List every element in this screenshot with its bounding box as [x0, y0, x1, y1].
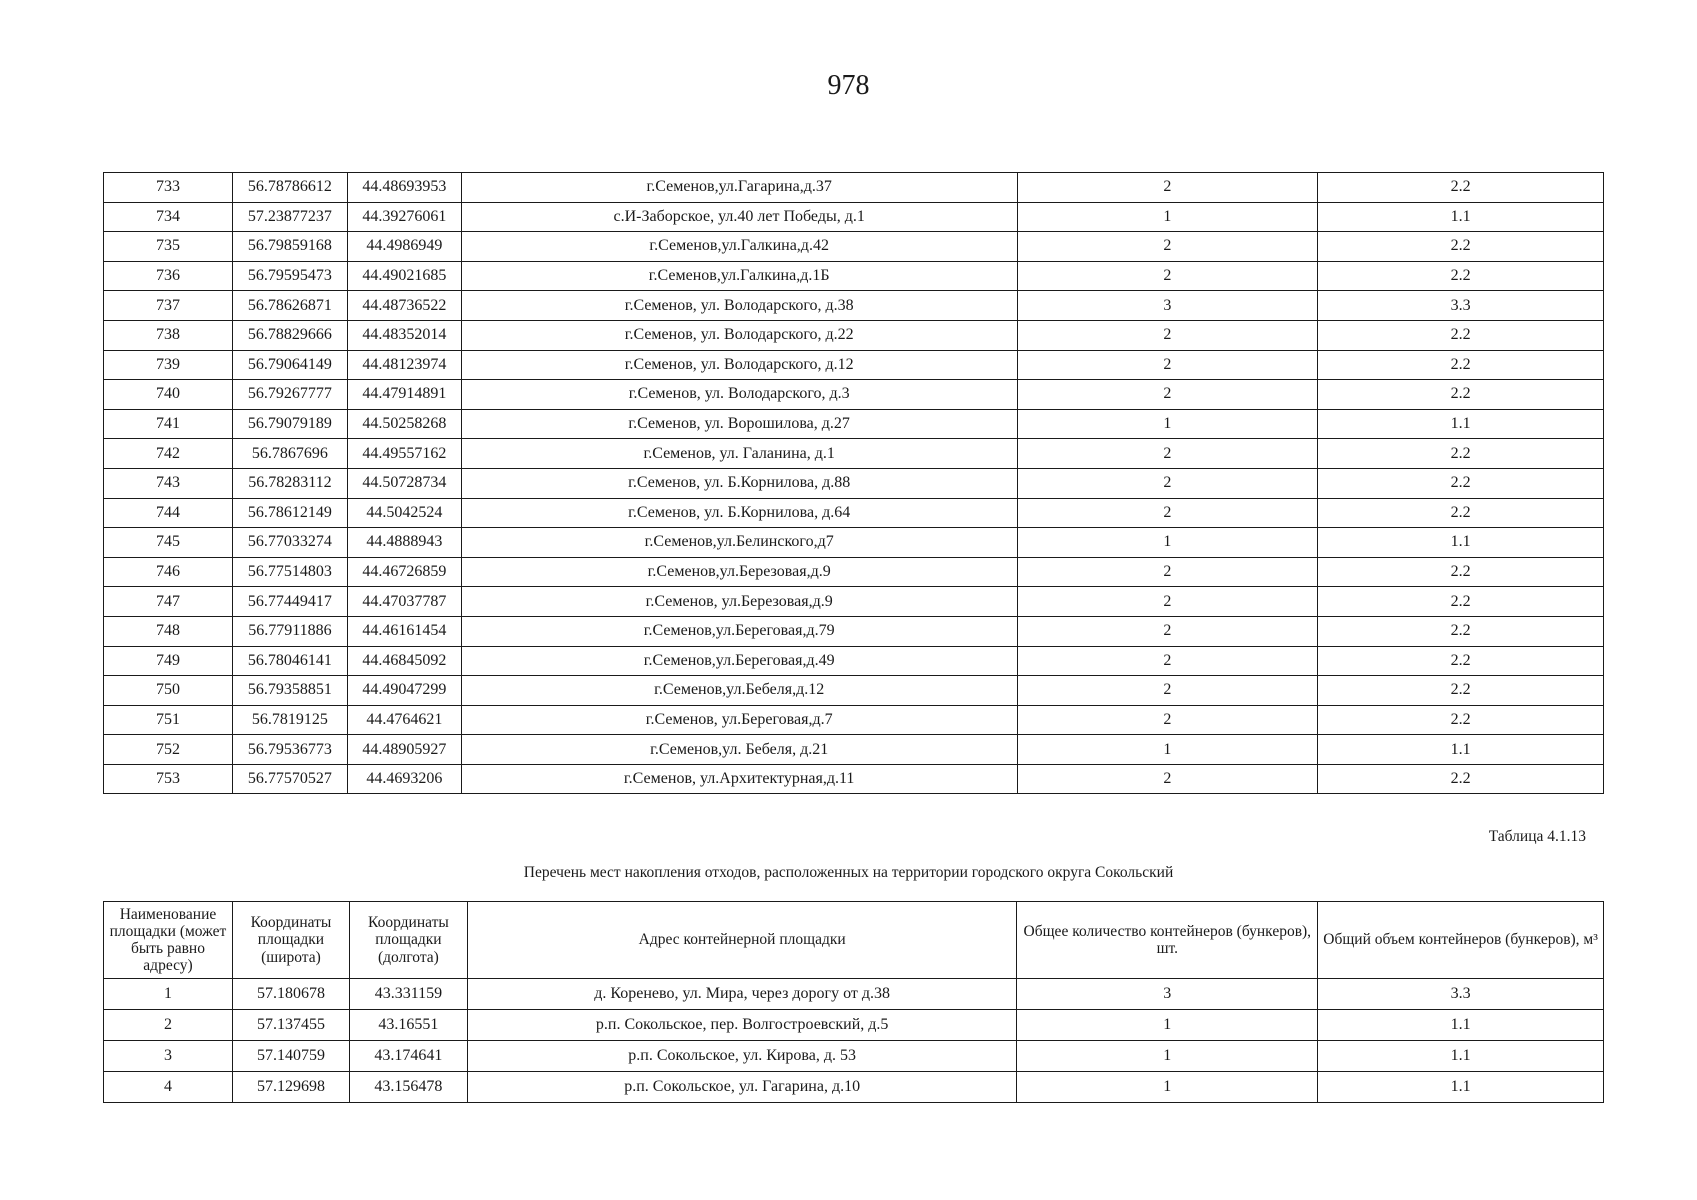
container-volume-cell: 1.1 [1318, 202, 1604, 232]
container-count-cell: 2 [1017, 173, 1318, 203]
container-count-cell: 2 [1017, 764, 1318, 794]
latitude-cell: 56.79267777 [232, 380, 347, 410]
site-id-cell: 4 [104, 1072, 233, 1103]
table-row [104, 380, 1604, 410]
longitude-cell: 44.50728734 [347, 468, 461, 498]
container-volume-cell: 2.2 [1318, 261, 1604, 291]
container-count-cell: 2 [1017, 232, 1318, 262]
latitude-cell: 56.7819125 [232, 705, 347, 735]
address-cell: г.Семенов,ул.Бебеля,д.12 [461, 676, 1017, 706]
container-count-cell: 1 [1017, 1041, 1318, 1072]
table-row [104, 735, 1604, 765]
container-volume-cell: 2.2 [1318, 764, 1604, 794]
container-count-cell: 3 [1017, 979, 1318, 1010]
table-row [104, 1010, 1604, 1041]
latitude-cell: 57.137455 [232, 1010, 349, 1041]
address-cell: г.Семенов,ул.Береговая,д.79 [461, 616, 1017, 646]
header-container-count: Общее количество контейнеров (бункеров), шт. [1017, 902, 1318, 979]
address-cell: г.Семенов,ул.Галкина,д.42 [461, 232, 1017, 262]
header-container-volume: Общий объем контейнеров (бункеров), м³ [1318, 902, 1604, 979]
container-count-cell: 1 [1017, 528, 1318, 558]
site-id-cell: 747 [104, 587, 233, 617]
header-address: Адрес контейнерной площадки [467, 902, 1017, 979]
container-volume-cell: 2.2 [1318, 705, 1604, 735]
longitude-cell: 44.48905927 [347, 735, 461, 765]
container-volume-cell: 2.2 [1318, 468, 1604, 498]
container-volume-cell: 1.1 [1318, 528, 1604, 558]
container-count-cell: 2 [1017, 646, 1318, 676]
container-volume-cell: 2.2 [1318, 232, 1604, 262]
longitude-cell: 44.46726859 [347, 557, 461, 587]
site-id-cell: 733 [104, 173, 233, 203]
site-id-cell: 736 [104, 261, 233, 291]
container-volume-cell: 1.1 [1318, 1041, 1604, 1072]
container-count-cell: 1 [1017, 1010, 1318, 1041]
site-id-cell: 742 [104, 439, 233, 469]
table-row [104, 979, 1604, 1010]
latitude-cell: 56.77449417 [232, 587, 347, 617]
waste-sites-table-sokolsky [103, 901, 1604, 1103]
container-volume-cell: 2.2 [1318, 676, 1604, 706]
site-id-cell: 744 [104, 498, 233, 528]
longitude-cell: 44.49021685 [347, 261, 461, 291]
site-id-cell: 753 [104, 764, 233, 794]
table-row [104, 261, 1604, 291]
table-row [104, 498, 1604, 528]
table-row [104, 439, 1604, 469]
table-row [104, 616, 1604, 646]
address-cell: г.Семенов,ул.Гагарина,д.37 [461, 173, 1017, 203]
address-cell: г.Семенов, ул.Береговая,д.7 [461, 705, 1017, 735]
address-cell: г.Семенов, ул. Володарского, д.3 [461, 380, 1017, 410]
address-cell: г.Семенов, ул. Галанина, д.1 [461, 439, 1017, 469]
address-cell: г.Семенов, ул. Володарского, д.22 [461, 320, 1017, 350]
address-cell: г.Семенов,ул.Галкина,д.1Б [461, 261, 1017, 291]
table-row [104, 350, 1604, 380]
latitude-cell: 56.79358851 [232, 676, 347, 706]
latitude-cell: 56.7867696 [232, 439, 347, 469]
longitude-cell: 44.49047299 [347, 676, 461, 706]
container-count-cell: 2 [1017, 676, 1318, 706]
latitude-cell: 57.23877237 [232, 202, 347, 232]
table-row [104, 202, 1604, 232]
latitude-cell: 56.77911886 [232, 616, 347, 646]
longitude-cell: 44.48693953 [347, 173, 461, 203]
container-volume-cell: 1.1 [1318, 1010, 1604, 1041]
container-count-cell: 2 [1017, 320, 1318, 350]
address-cell: г.Семенов, ул.Архитектурная,д.11 [461, 764, 1017, 794]
latitude-cell: 57.180678 [232, 979, 349, 1010]
site-id-cell: 1 [104, 979, 233, 1010]
site-id-cell: 735 [104, 232, 233, 262]
table-row [104, 1072, 1604, 1103]
latitude-cell: 56.79079189 [232, 409, 347, 439]
site-id-cell: 741 [104, 409, 233, 439]
container-volume-cell: 2.2 [1318, 380, 1604, 410]
address-cell: д. Коренево, ул. Мира, через дорогу от д.38 [467, 979, 1017, 1010]
address-cell: г.Семенов,ул.Белинского,д7 [461, 528, 1017, 558]
container-count-cell: 2 [1017, 439, 1318, 469]
longitude-cell: 43.174641 [349, 1041, 467, 1072]
site-id-cell: 743 [104, 468, 233, 498]
longitude-cell: 44.4764621 [347, 705, 461, 735]
table-row [104, 468, 1604, 498]
longitude-cell: 44.48736522 [347, 291, 461, 321]
site-id-cell: 746 [104, 557, 233, 587]
address-cell: р.п. Сокольское, пер. Волгостроевский, д.5 [467, 1010, 1017, 1041]
site-id-cell: 740 [104, 380, 233, 410]
latitude-cell: 56.79064149 [232, 350, 347, 380]
container-count-cell: 2 [1017, 380, 1318, 410]
address-cell: р.п. Сокольское, ул. Гагарина, д.10 [467, 1072, 1017, 1103]
longitude-cell: 43.156478 [349, 1072, 467, 1103]
table-row [104, 646, 1604, 676]
header-latitude: Координаты площадки (широта) [232, 902, 349, 979]
table-row [104, 764, 1604, 794]
site-id-cell: 737 [104, 291, 233, 321]
table-row [104, 1041, 1604, 1072]
table-row [104, 557, 1604, 587]
container-count-cell: 2 [1017, 498, 1318, 528]
table-row [104, 528, 1604, 558]
header-longitude: Координаты площадки (долгота) [349, 902, 467, 979]
longitude-cell: 44.46845092 [347, 646, 461, 676]
table-row [104, 291, 1604, 321]
container-volume-cell: 2.2 [1318, 498, 1604, 528]
longitude-cell: 43.16551 [349, 1010, 467, 1041]
table-row [104, 173, 1604, 203]
address-cell: р.п. Сокольское, ул. Кирова, д. 53 [467, 1041, 1017, 1072]
site-id-cell: 734 [104, 202, 233, 232]
site-id-cell: 749 [104, 646, 233, 676]
longitude-cell: 44.49557162 [347, 439, 461, 469]
address-cell: г.Семенов,ул.Береговая,д.49 [461, 646, 1017, 676]
container-volume-cell: 1.1 [1318, 1072, 1604, 1103]
table-row [104, 232, 1604, 262]
container-volume-cell: 2.2 [1318, 350, 1604, 380]
longitude-cell: 43.331159 [349, 979, 467, 1010]
longitude-cell: 44.39276061 [347, 202, 461, 232]
address-cell: г.Семенов, ул. Володарского, д.12 [461, 350, 1017, 380]
container-count-cell: 2 [1017, 261, 1318, 291]
latitude-cell: 56.78786612 [232, 173, 347, 203]
site-id-cell: 3 [104, 1041, 233, 1072]
container-count-cell: 2 [1017, 350, 1318, 380]
latitude-cell: 56.77514803 [232, 557, 347, 587]
container-volume-cell: 3.3 [1318, 291, 1604, 321]
waste-sites-table-continued [103, 172, 1604, 794]
longitude-cell: 44.48352014 [347, 320, 461, 350]
container-volume-cell: 2.2 [1318, 173, 1604, 203]
table-row [104, 587, 1604, 617]
address-cell: г.Семенов,ул.Березовая,д.9 [461, 557, 1017, 587]
container-count-cell: 2 [1017, 587, 1318, 617]
address-cell: г.Семенов, ул.Березовая,д.9 [461, 587, 1017, 617]
container-count-cell: 2 [1017, 557, 1318, 587]
longitude-cell: 44.5042524 [347, 498, 461, 528]
site-id-cell: 750 [104, 676, 233, 706]
latitude-cell: 57.140759 [232, 1041, 349, 1072]
latitude-cell: 56.77570527 [232, 764, 347, 794]
longitude-cell: 44.4986949 [347, 232, 461, 262]
container-volume-cell: 3.3 [1318, 979, 1604, 1010]
address-cell: г.Семенов, ул. Ворошилова, д.27 [461, 409, 1017, 439]
container-count-cell: 1 [1017, 409, 1318, 439]
site-id-cell: 2 [104, 1010, 233, 1041]
site-id-cell: 751 [104, 705, 233, 735]
latitude-cell: 56.78283112 [232, 468, 347, 498]
container-count-cell: 2 [1017, 616, 1318, 646]
longitude-cell: 44.48123974 [347, 350, 461, 380]
latitude-cell: 56.77033274 [232, 528, 347, 558]
container-count-cell: 1 [1017, 1072, 1318, 1103]
longitude-cell: 44.47914891 [347, 380, 461, 410]
longitude-cell: 44.4888943 [347, 528, 461, 558]
latitude-cell: 56.79595473 [232, 261, 347, 291]
address-cell: г.Семенов, ул. Володарского, д.38 [461, 291, 1017, 321]
table-row [104, 409, 1604, 439]
table-title: Перечень мест накопления отходов, расположенных на территории городского округа Сокольский [523, 864, 1174, 881]
site-id-cell: 752 [104, 735, 233, 765]
page-number: 978 [827, 70, 870, 101]
longitude-cell: 44.4693206 [347, 764, 461, 794]
container-volume-cell: 2.2 [1318, 646, 1604, 676]
latitude-cell: 57.129698 [232, 1072, 349, 1103]
container-volume-cell: 1.1 [1318, 409, 1604, 439]
container-count-cell: 1 [1017, 735, 1318, 765]
container-volume-cell: 2.2 [1318, 587, 1604, 617]
table-row [104, 320, 1604, 350]
container-volume-cell: 2.2 [1318, 616, 1604, 646]
latitude-cell: 56.78612149 [232, 498, 347, 528]
container-count-cell: 2 [1017, 705, 1318, 735]
longitude-cell: 44.47037787 [347, 587, 461, 617]
site-id-cell: 748 [104, 616, 233, 646]
latitude-cell: 56.78046141 [232, 646, 347, 676]
header-site-name: Наименование площадки (может быть равно адресу) [104, 902, 233, 979]
table-number: Таблица 4.1.13 [1488, 828, 1586, 845]
address-cell: г.Семенов, ул. Б.Корнилова, д.88 [461, 468, 1017, 498]
container-count-cell: 1 [1017, 202, 1318, 232]
address-cell: с.И-Заборское, ул.40 лет Победы, д.1 [461, 202, 1017, 232]
table-row [104, 705, 1604, 735]
latitude-cell: 56.79859168 [232, 232, 347, 262]
site-id-cell: 745 [104, 528, 233, 558]
longitude-cell: 44.50258268 [347, 409, 461, 439]
address-cell: г.Семенов,ул. Бебеля, д.21 [461, 735, 1017, 765]
container-volume-cell: 1.1 [1318, 735, 1604, 765]
latitude-cell: 56.79536773 [232, 735, 347, 765]
address-cell: г.Семенов, ул. Б.Корнилова, д.64 [461, 498, 1017, 528]
site-id-cell: 739 [104, 350, 233, 380]
table-row [104, 676, 1604, 706]
container-volume-cell: 2.2 [1318, 557, 1604, 587]
longitude-cell: 44.46161454 [347, 616, 461, 646]
container-volume-cell: 2.2 [1318, 320, 1604, 350]
container-count-cell: 3 [1017, 291, 1318, 321]
latitude-cell: 56.78829666 [232, 320, 347, 350]
table-header-row [104, 902, 1604, 979]
container-count-cell: 2 [1017, 468, 1318, 498]
site-id-cell: 738 [104, 320, 233, 350]
container-volume-cell: 2.2 [1318, 439, 1604, 469]
latitude-cell: 56.78626871 [232, 291, 347, 321]
